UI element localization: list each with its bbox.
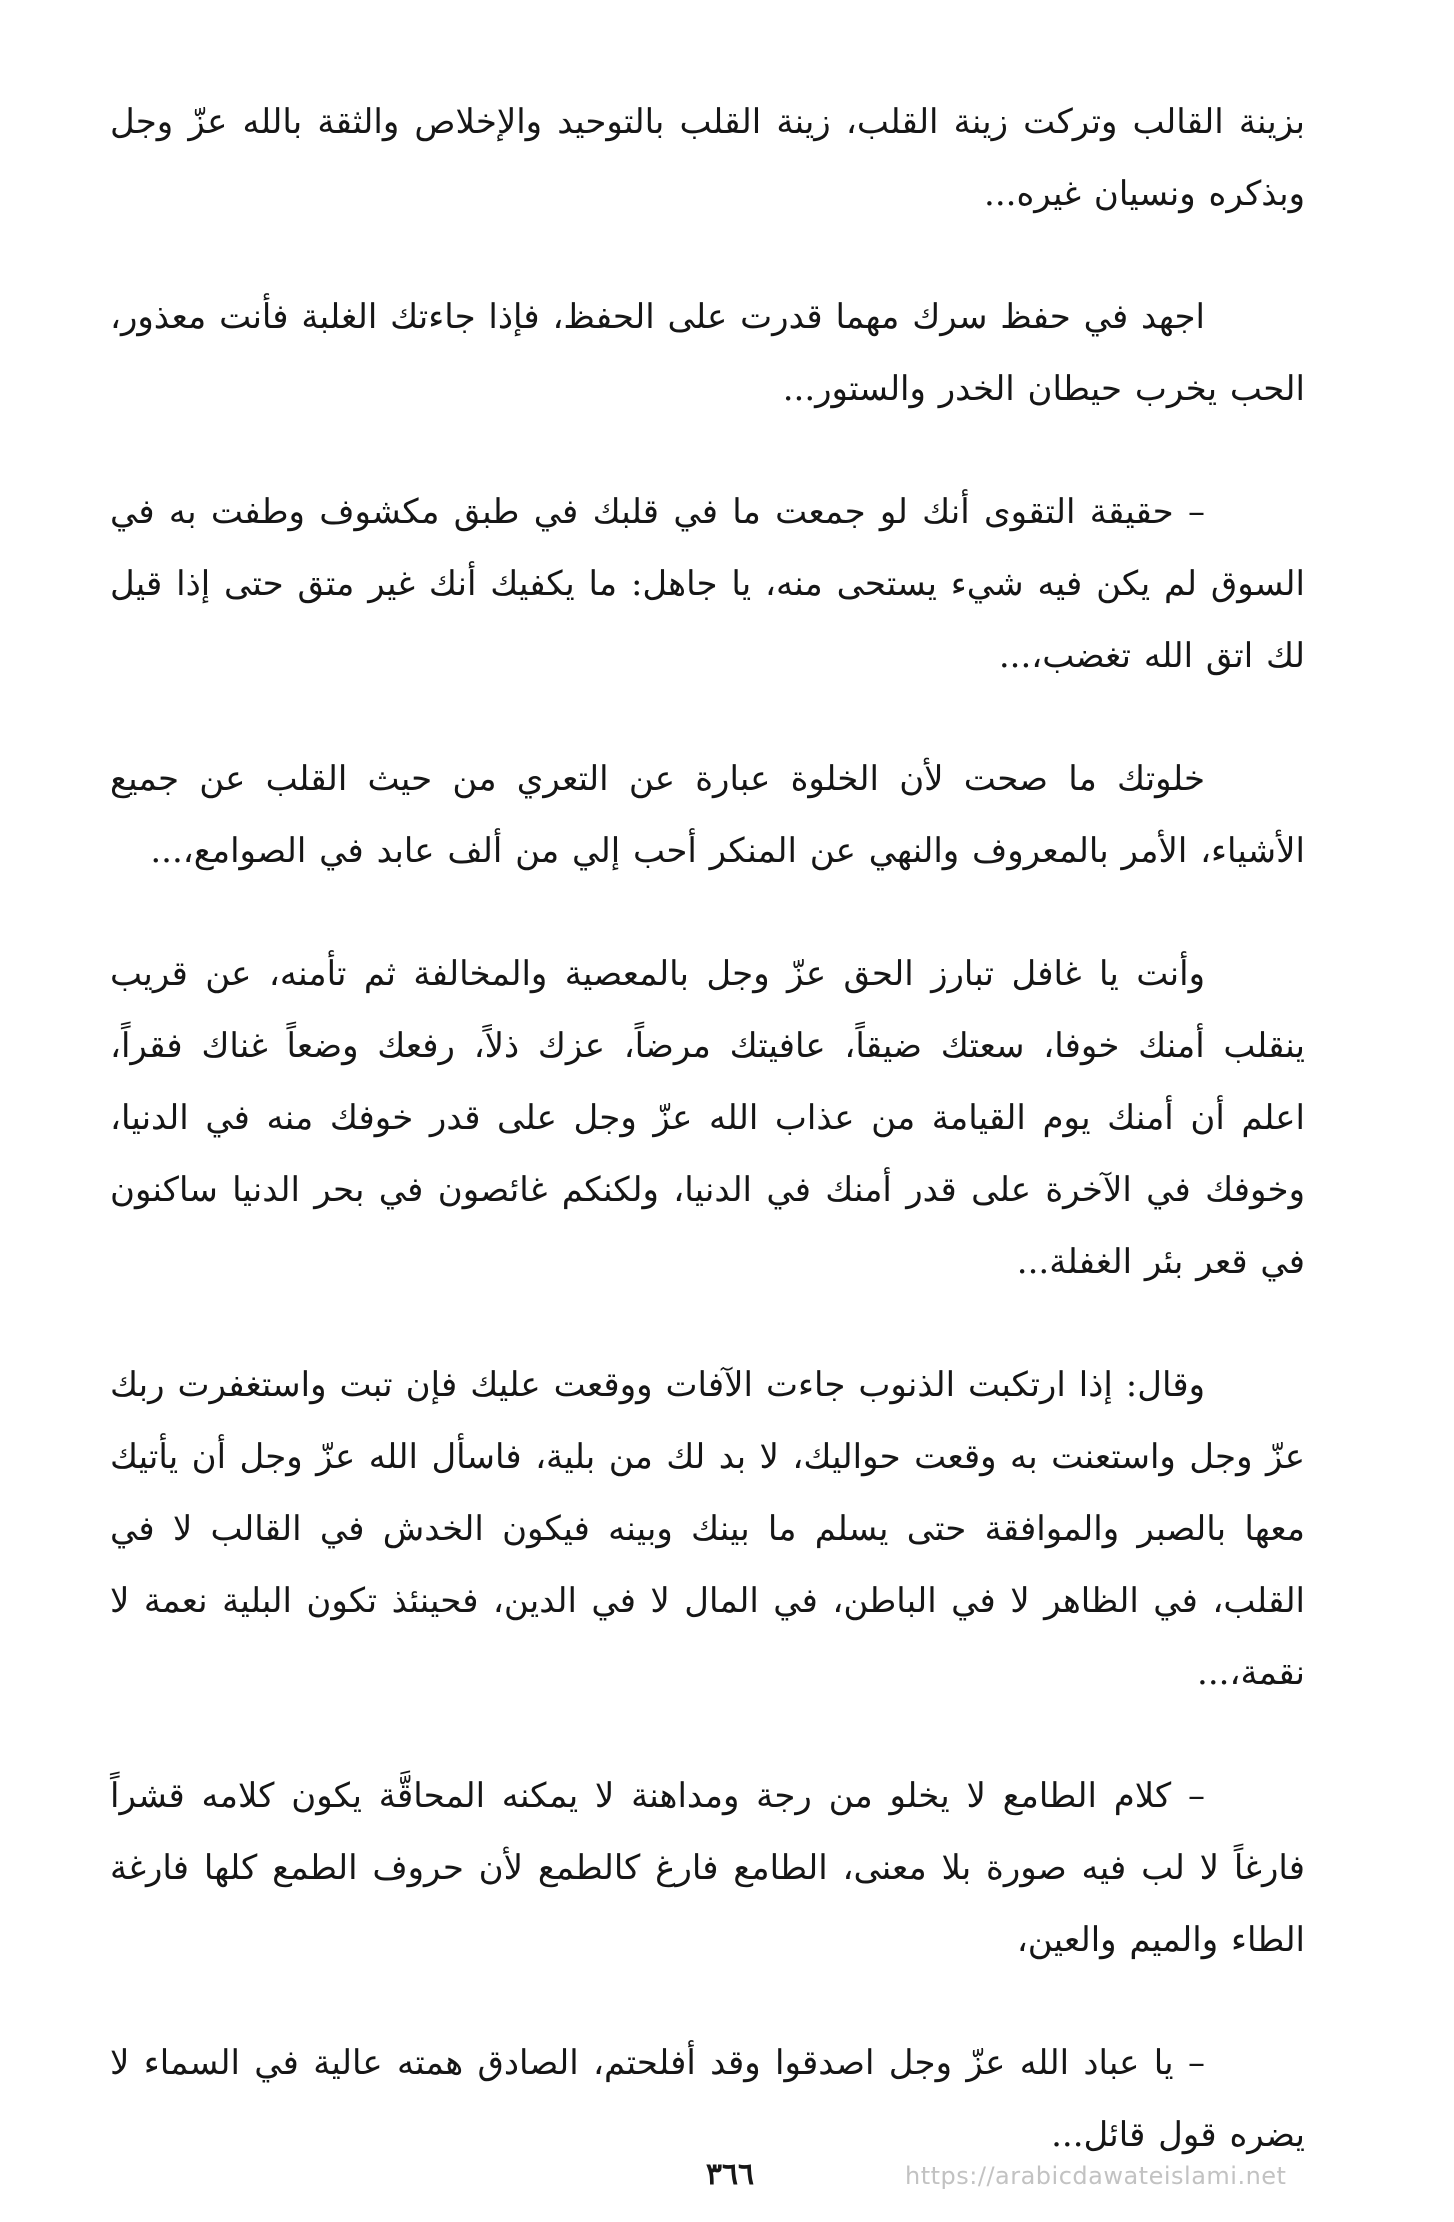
paragraph-1: بزينة القالب وتركت زينة القلب، زينة القلب بالتوحيد والإخلاص والثقة بالله عزّ وجل وبذكره ونسيان غيره...: [110, 102, 1305, 214]
paragraph-6: وقال: إذا ارتكبت الذنوب جاءت الآفات ووقعت عليك فإن تبت واستغفرت ربك عزّ وجل واستعنت به وقعت حواليك، لا بد لك من بلية، فاسأل الله عزّ وجل أن يأتيك معها بالصبر والموافقة حتى يسلم ما بينك وبينه فيكون الخدش في القالب لا في القلب، في الظاهر لا في الباطن، في المال لا في الدين، فحينئذ تكون البلية نعمة لا نقمة،...: [110, 1365, 1305, 1693]
page-number: ٣٦٦: [705, 2157, 755, 2192]
paragraph-8: – يا عباد الله عزّ وجل اصدقوا وقد أفلحتم، الصادق همته عالية في السماء لا يضره قول قائل...: [110, 2043, 1305, 2155]
body-text: [110, 86, 1305, 2222]
paragraph-5: وأنت يا غافل تبارز الحق عزّ وجل بالمعصية والمخالفة ثم تأمنه، عن قريب ينقلب أمنك خوفا، سعتك ضيقاً، عافيتك مرضاً، عزك ذلاً، رفعك وضعاً غناك فقراً، اعلم أن أمنك يوم القيامة من عذاب الله عزّ وجل على قدر خوفك منه في الدنيا، وخوفك في الآخرة على قدر أمنك في الدنيا، ولكنكم غائصون في بحر الدنيا ساكنون في قعر بئر الغفلة...: [110, 954, 1305, 1282]
paragraph-2: اجهد في حفظ سرك مهما قدرت على الحفظ، فإذا جاءتك الغلبة فأنت معذور، الحب يخرب حيطان الخدر والستور...: [110, 297, 1305, 409]
paragraph-4: خلوتك ما صحت لأن الخلوة عبارة عن التعري من حيث القلب عن جميع الأشياء، الأمر بالمعروف والنهي عن المنكر أحب إلي من ألف عابد في الصوامع،...: [110, 759, 1305, 871]
paragraph-7: – كلام الطامع لا يخلو من رجة ومداهنة لا يمكنه المحاقَّة يكون كلامه قشراً فارغاً لا لب فيه صورة بلا معنى، الطامع فارغ كالطمع لأن حروف الطمع كلها فارغة الطاء والميم والعين،: [110, 1776, 1305, 1960]
watermark-url: https://arabicdawateislami.net: [905, 2162, 1287, 2190]
paragraph-3: – حقيقة التقوى أنك لو جمعت ما في قلبك في طبق مكشوف وطفت به في السوق لم يكن فيه شيء يستحى منه، يا جاهل: ما يكفيك أنك غير متق حتى إذا قيل لك اتق الله تغضب،...: [110, 492, 1305, 676]
